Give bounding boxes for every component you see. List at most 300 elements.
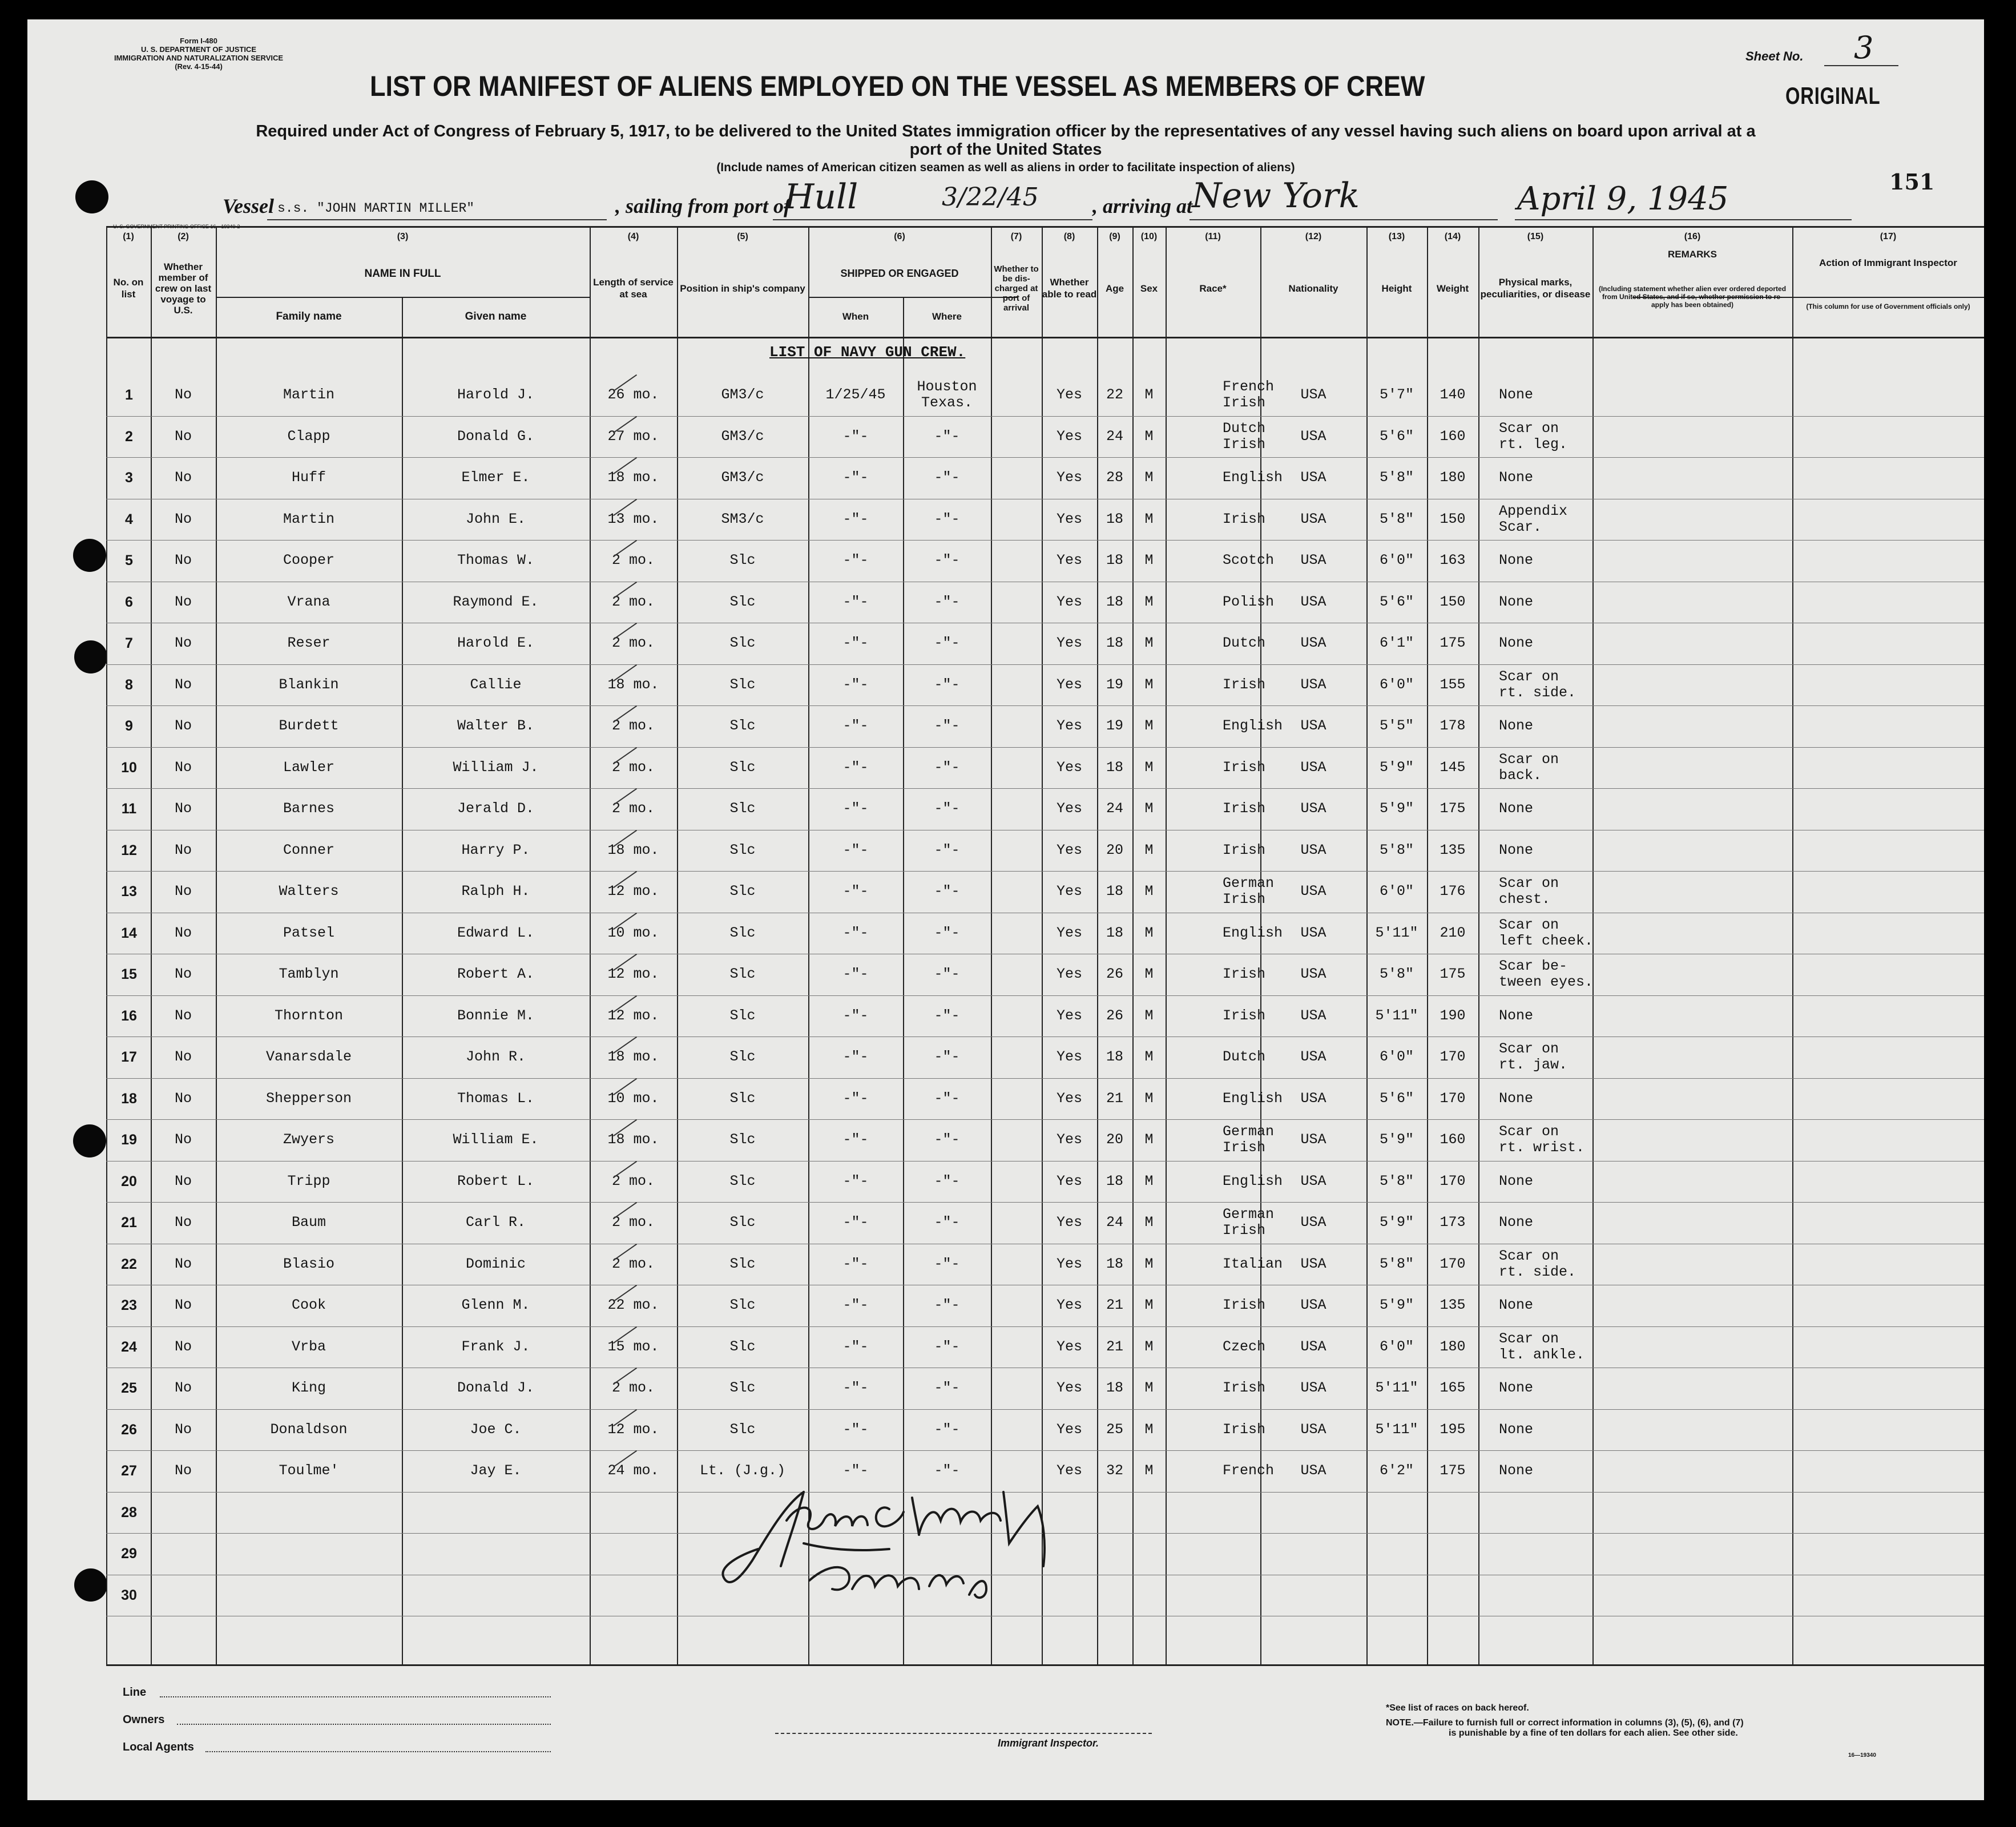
cell-age: 24: [1106, 800, 1123, 817]
cell-when: -"-: [842, 635, 869, 652]
col-num: (10): [1140, 232, 1158, 241]
cell-last: No: [174, 841, 192, 858]
sailing-underline: [773, 219, 1092, 220]
cell-age: 18: [1106, 1380, 1123, 1397]
row-rule: [106, 1202, 1984, 1203]
vessel-label: Vessel: [223, 195, 274, 217]
cell-race: German Irish: [1223, 1206, 1275, 1239]
cell-height: 5'11": [1375, 924, 1418, 941]
department: U. S. DEPARTMENT OF JUSTICE: [141, 45, 256, 54]
row-number: 17: [121, 1049, 137, 1066]
col-header-action-note: (This column for use of Government officials only): [1806, 303, 1970, 310]
cell-given: Donald J.: [457, 1380, 535, 1397]
cell-race: English: [1223, 1172, 1283, 1189]
cell-where: -"-: [934, 717, 960, 735]
cell-age: 19: [1106, 676, 1123, 693]
cell-height: 5'11": [1375, 1007, 1418, 1024]
cell-weight: 165: [1440, 1380, 1466, 1397]
cell-given: Edward L.: [457, 924, 535, 941]
cell-sex: M: [1144, 635, 1154, 652]
cell-read: Yes: [1056, 593, 1082, 610]
cell-sex: M: [1144, 1338, 1154, 1355]
cell-height: 5'6": [1379, 1090, 1414, 1107]
cell-nat: USA: [1300, 1090, 1326, 1107]
cell-when: -"-: [842, 1007, 869, 1024]
cell-position: Slc: [729, 1380, 756, 1397]
col-num: (7): [1010, 232, 1022, 241]
col-header-no: No. on list: [113, 277, 144, 300]
cell-where: -"-: [934, 1214, 960, 1231]
cell-last: No: [174, 1048, 192, 1066]
cell-nat: USA: [1300, 800, 1326, 817]
cell-weight: 140: [1440, 386, 1466, 404]
cell-family: Donaldson: [270, 1421, 348, 1438]
cell-read: Yes: [1056, 717, 1082, 735]
cell-given: Thomas L.: [457, 1090, 535, 1107]
cell-service: 13 mo.: [607, 510, 659, 527]
row-rule: [106, 705, 1984, 706]
cell-service: 2 mo.: [611, 1255, 655, 1272]
cell-weight: 180: [1440, 469, 1466, 486]
original-stamp: ORIGINAL: [1785, 82, 1881, 109]
cell-service: 18 mo.: [607, 676, 659, 693]
cell-service: 2 mo.: [611, 593, 655, 610]
col-header-length-of-service: Length of service at sea: [593, 277, 674, 300]
cell-position: Slc: [729, 1048, 756, 1066]
cell-weight: 170: [1440, 1255, 1466, 1272]
cell-position: Slc: [729, 635, 756, 652]
cell-race: Scotch: [1223, 552, 1275, 569]
cell-read: Yes: [1056, 841, 1082, 858]
cell-nat: USA: [1300, 1380, 1326, 1397]
cell-marks: Scar on chest.: [1499, 875, 1559, 908]
row-number: 13: [121, 884, 137, 900]
cell-position: Slc: [729, 1421, 756, 1438]
cell-position: Slc: [729, 924, 756, 941]
cell-service: 2 mo.: [611, 800, 655, 817]
cell-service: 2 mo.: [611, 759, 655, 776]
cell-read: Yes: [1056, 1090, 1082, 1107]
page-number: 151: [1889, 169, 1935, 195]
cell-marks: None: [1499, 1380, 1534, 1397]
cell-marks: None: [1499, 717, 1534, 735]
cell-given: Elmer E.: [461, 469, 530, 486]
cell-where: -"-: [934, 841, 960, 858]
cell-age: 24: [1106, 427, 1123, 445]
cell-race: Polish: [1223, 593, 1275, 610]
cell-service: 2 mo.: [611, 552, 655, 569]
cell-height: 6'2": [1379, 1462, 1414, 1479]
cell-last: No: [174, 1421, 192, 1438]
sailing-port-handwritten: Hull: [784, 177, 858, 217]
cell-last: No: [174, 1255, 192, 1272]
row-number: 4: [125, 511, 133, 527]
cell-race: Irish: [1223, 1007, 1266, 1024]
cell-where: -"-: [934, 1338, 960, 1355]
cell-height: 5'8": [1379, 510, 1414, 527]
cell-sex: M: [1144, 1214, 1154, 1231]
cell-race: Irish: [1223, 966, 1266, 983]
cell-age: 32: [1106, 1462, 1123, 1479]
cell-age: 26: [1106, 1007, 1123, 1024]
cell-height: 5'9": [1379, 1297, 1414, 1314]
cell-race: English: [1223, 717, 1283, 735]
cell-family: Cook: [291, 1297, 326, 1314]
cell-age: 19: [1106, 717, 1123, 735]
cell-position: GM3/c: [721, 386, 764, 404]
cell-last: No: [174, 1090, 192, 1107]
cell-family: Zwyers: [283, 1131, 334, 1148]
cell-marks: None: [1499, 1214, 1534, 1231]
col-num: (16): [1684, 232, 1701, 241]
cell-race: Italian: [1223, 1255, 1283, 1272]
cell-age: 18: [1106, 759, 1123, 776]
cell-last: No: [174, 1380, 192, 1397]
cell-given: Walter B.: [457, 717, 535, 735]
col-header-race: Race*: [1199, 283, 1227, 294]
cell-given: Jerald D.: [457, 800, 535, 817]
cell-family: Shepperson: [265, 1090, 352, 1107]
cell-read: Yes: [1056, 427, 1082, 445]
col-num: (11): [1205, 232, 1221, 241]
cell-family: Walters: [279, 883, 339, 900]
table-top-border: [106, 226, 1984, 228]
cell-race: Irish: [1223, 676, 1266, 693]
cell-age: 18: [1106, 1255, 1123, 1272]
row-number: 25: [121, 1380, 137, 1397]
row-number: 19: [121, 1132, 137, 1148]
cell-marks: None: [1499, 386, 1534, 404]
cell-family: Reser: [287, 635, 330, 652]
sailing-label: , sailing from port of: [615, 195, 791, 217]
cell-read: Yes: [1056, 1048, 1082, 1066]
cell-last: No: [174, 552, 192, 569]
arriving-label: , arriving at: [1092, 195, 1193, 217]
cell-marks: None: [1499, 1090, 1534, 1107]
cell-read: Yes: [1056, 800, 1082, 817]
row-number: 26: [121, 1421, 137, 1438]
col-header-weight: Weight: [1436, 283, 1469, 294]
cell-service: 22 mo.: [607, 1297, 659, 1314]
cell-weight: 176: [1440, 883, 1466, 900]
cell-when: -"-: [842, 593, 869, 610]
cell-when: -"-: [842, 1421, 869, 1438]
cell-height: 6'0": [1379, 676, 1414, 693]
cell-family: Huff: [291, 469, 326, 486]
col-num: (17): [1880, 232, 1897, 241]
cell-where: -"-: [934, 924, 960, 941]
cell-nat: USA: [1300, 635, 1326, 652]
row-number: 28: [121, 1504, 137, 1521]
cell-given: Donald G.: [457, 427, 535, 445]
cell-family: Tripp: [287, 1172, 330, 1189]
cell-nat: USA: [1300, 966, 1326, 983]
cell-race: Dutch: [1223, 635, 1266, 652]
cell-marks: None: [1499, 635, 1534, 652]
col-num: (15): [1527, 232, 1544, 241]
cell-position: Slc: [729, 800, 756, 817]
cell-read: Yes: [1056, 1380, 1082, 1397]
cell-where: -"-: [934, 1007, 960, 1024]
cell-race: Irish: [1223, 800, 1266, 817]
cell-read: Yes: [1056, 1255, 1082, 1272]
cell-nat: USA: [1300, 1421, 1326, 1438]
row-rule: [106, 1326, 1984, 1327]
cell-marks: None: [1499, 1462, 1534, 1479]
row-rule: [106, 871, 1984, 872]
sheet-no-label: Sheet No.: [1745, 49, 1804, 63]
cell-nat: USA: [1300, 1462, 1326, 1479]
cell-sex: M: [1144, 717, 1154, 735]
cell-sex: M: [1144, 1297, 1154, 1314]
cell-marks: None: [1499, 552, 1534, 569]
cell-nat: USA: [1300, 759, 1326, 776]
owners-dotted: [177, 1724, 551, 1725]
cell-family: Barnes: [283, 800, 334, 817]
col-header-given-name: Given name: [465, 310, 527, 322]
table-bottom-border: [106, 1664, 1984, 1666]
cell-last: No: [174, 1297, 192, 1314]
cell-given: John R.: [465, 1048, 526, 1066]
col-header-age: Age: [1105, 283, 1124, 294]
section-heading: LIST OF NAVY GUN CREW.: [769, 344, 966, 361]
cell-weight: 135: [1440, 841, 1466, 858]
cell-service: 15 mo.: [607, 1338, 659, 1355]
cell-service: 24 mo.: [607, 1462, 659, 1479]
row-rule: [106, 416, 1984, 417]
cell-sex: M: [1144, 1090, 1154, 1107]
manifest-sheet: [27, 19, 1984, 1800]
cell-position: Slc: [729, 1338, 756, 1355]
cell-marks: Appendix Scar.: [1499, 502, 1568, 535]
cell-age: 24: [1106, 1214, 1123, 1231]
cell-given: Thomas W.: [457, 552, 535, 569]
cell-position: Slc: [729, 1007, 756, 1024]
row-rule: [106, 1409, 1984, 1410]
cell-weight: 150: [1440, 510, 1466, 527]
cell-when: -"-: [842, 759, 869, 776]
cell-service: 18 mo.: [607, 1048, 659, 1066]
cell-nat: USA: [1300, 1131, 1326, 1148]
cell-where: -"-: [934, 800, 960, 817]
cell-where: -"-: [934, 1131, 960, 1148]
cell-marks: None: [1499, 1297, 1534, 1314]
cell-given: Dominic: [465, 1255, 526, 1272]
row-number: 30: [121, 1587, 137, 1603]
cell-race: French: [1223, 1462, 1275, 1479]
cell-sex: M: [1144, 966, 1154, 983]
cell-sex: M: [1144, 883, 1154, 900]
cell-marks: Scar on lt. ankle.: [1499, 1330, 1585, 1363]
cell-service: 27 mo.: [607, 427, 659, 445]
cell-race: Dutch Irish: [1223, 420, 1266, 453]
cell-when: -"-: [842, 427, 869, 445]
cell-when: -"-: [842, 717, 869, 735]
header-bottom-border: [106, 337, 1984, 338]
cell-family: Vrba: [291, 1338, 326, 1355]
cell-age: 20: [1106, 841, 1123, 858]
cell-nat: USA: [1300, 510, 1326, 527]
cell-when: -"-: [842, 966, 869, 983]
penalty-note: NOTE.—Failure to furnish full or correct information in columns (3), (5), (6), and (7) is punishable by a fine of ten dollars for each alien. See other side.: [1386, 1718, 1744, 1738]
col-num: (14): [1444, 232, 1461, 241]
cell-when: -"-: [842, 1214, 869, 1231]
cell-weight: 175: [1440, 800, 1466, 817]
row-number: 3: [125, 470, 133, 486]
cell-height: 6'0": [1379, 1338, 1414, 1355]
cell-when: -"-: [842, 1380, 869, 1397]
cell-read: Yes: [1056, 469, 1082, 486]
cell-age: 18: [1106, 552, 1123, 569]
vessel-underline: [267, 219, 607, 220]
cell-family: Martin: [283, 386, 334, 404]
cell-last: No: [174, 717, 192, 735]
cell-height: 5'5": [1379, 717, 1414, 735]
cell-height: 5'11": [1375, 1421, 1418, 1438]
cell-marks: Scar be- tween eyes.: [1499, 958, 1594, 991]
col-header-family-name: Family name: [276, 310, 342, 322]
cell-weight: 190: [1440, 1007, 1466, 1024]
cell-last: No: [174, 883, 192, 900]
cell-when: -"-: [842, 924, 869, 941]
form-number: Form I-480: [180, 37, 217, 45]
row-rule: [106, 664, 1984, 665]
cell-race: English: [1223, 924, 1283, 941]
cell-age: 25: [1106, 1421, 1123, 1438]
cell-age: 18: [1106, 635, 1123, 652]
cell-where: -"-: [934, 1380, 960, 1397]
row-number: 6: [125, 594, 133, 610]
cell-height: 5'9": [1379, 800, 1414, 817]
arrival-date-handwritten: April 9, 1945: [1517, 180, 1729, 217]
subtitle-note: (Include names of American citizen seamen as well as aliens in order to facilitate inspection of aliens): [716, 161, 1295, 174]
cell-given: William J.: [453, 759, 539, 776]
cell-read: Yes: [1056, 510, 1082, 527]
cell-service: 2 mo.: [611, 717, 655, 735]
cell-when: -"-: [842, 1048, 869, 1066]
cell-height: 5'8": [1379, 469, 1414, 486]
cell-position: Slc: [729, 552, 756, 569]
col-header-nationality: Nationality: [1288, 283, 1338, 294]
cell-marks: None: [1499, 841, 1534, 858]
cell-family: Vrana: [287, 593, 330, 610]
row-number: 11: [121, 801, 137, 817]
row-number: 27: [121, 1463, 137, 1479]
cell-age: 18: [1106, 1048, 1123, 1066]
cell-position: Slc: [729, 1090, 756, 1107]
cell-last: No: [174, 1007, 192, 1024]
cell-height: 5'6": [1379, 427, 1414, 445]
row-rule: [106, 457, 1984, 458]
cell-weight: 175: [1440, 635, 1466, 652]
footer-agents-label: Local Agents: [123, 1741, 194, 1753]
cell-service: 18 mo.: [607, 841, 659, 858]
inspector-signature: [718, 1481, 1083, 1606]
row-rule: [106, 540, 1984, 541]
cell-race: Irish: [1223, 510, 1266, 527]
row-number: 22: [121, 1256, 137, 1272]
cell-when: -"-: [842, 883, 869, 900]
cell-when: -"-: [842, 469, 869, 486]
cell-marks: Scar on back.: [1499, 751, 1559, 784]
cell-read: Yes: [1056, 676, 1082, 693]
cell-when: -"-: [842, 800, 869, 817]
col-header-shipped-engaged: SHIPPED OR ENGAGED: [840, 267, 959, 279]
cell-where: Houston Texas.: [917, 378, 977, 412]
row-number: 10: [121, 759, 137, 776]
cell-sex: M: [1144, 1255, 1154, 1272]
cell-read: Yes: [1056, 1462, 1082, 1479]
cell-sex: M: [1144, 510, 1154, 527]
form-identifier: [90, 37, 307, 71]
cell-where: -"-: [934, 759, 960, 776]
cell-where: -"-: [934, 1048, 960, 1066]
cell-sex: M: [1144, 759, 1154, 776]
cell-family: Tamblyn: [279, 966, 339, 983]
cell-given: William E.: [453, 1131, 539, 1148]
cell-where: -"-: [934, 966, 960, 983]
cell-service: 12 mo.: [607, 1421, 659, 1438]
cell-weight: 170: [1440, 1090, 1466, 1107]
cell-position: GM3/c: [721, 469, 764, 486]
cell-where: -"-: [934, 883, 960, 900]
cell-height: 5'11": [1375, 1380, 1418, 1397]
cell-position: GM3/c: [721, 427, 764, 445]
cell-marks: None: [1499, 1172, 1534, 1189]
col-header-action: Action of Immigrant Inspector: [1819, 257, 1957, 268]
cell-race: French Irish: [1223, 378, 1275, 412]
cell-read: Yes: [1056, 1421, 1082, 1438]
cell-weight: 150: [1440, 593, 1466, 610]
cell-given: John E.: [465, 510, 526, 527]
cell-service: 26 mo.: [607, 386, 659, 404]
cell-family: Vanarsdale: [265, 1048, 352, 1066]
cell-family: Clapp: [287, 427, 330, 445]
cell-height: 5'7": [1379, 386, 1414, 404]
cell-marks: None: [1499, 800, 1534, 817]
cell-position: Lt. (J.g.): [699, 1462, 786, 1479]
cell-height: 5'6": [1379, 593, 1414, 610]
cell-age: 18: [1106, 924, 1123, 941]
cell-where: -"-: [934, 510, 960, 527]
cell-given: Joe C.: [470, 1421, 522, 1438]
footer-line-label: Line: [123, 1686, 147, 1699]
cell-given: Robert L.: [457, 1172, 535, 1189]
cell-read: Yes: [1056, 1172, 1082, 1189]
cell-when: -"-: [842, 676, 869, 693]
cell-race: Dutch: [1223, 1048, 1266, 1066]
col-header-when: When: [842, 310, 869, 322]
row-number: 20: [121, 1173, 137, 1189]
cell-race: Irish: [1223, 1297, 1266, 1314]
cell-height: 5'9": [1379, 1214, 1414, 1231]
cell-height: 5'8": [1379, 1172, 1414, 1189]
row-number: 16: [121, 1007, 137, 1024]
col-header-position: Position in ship's company: [680, 283, 805, 294]
cell-race: German Irish: [1223, 875, 1275, 908]
cell-last: No: [174, 469, 192, 486]
cell-service: 18 mo.: [607, 1131, 659, 1148]
cell-when: -"-: [842, 510, 869, 527]
cell-family: Patsel: [283, 924, 334, 941]
cell-service: 12 mo.: [607, 1007, 659, 1024]
row-number: 23: [121, 1297, 137, 1314]
arriving-underline: [1190, 219, 1498, 220]
cell-where: -"-: [934, 552, 960, 569]
cell-where: -"-: [934, 1421, 960, 1438]
cell-last: No: [174, 1131, 192, 1148]
col-header-discharged: Whether to be dis-charged at port of arrival: [994, 264, 1039, 313]
